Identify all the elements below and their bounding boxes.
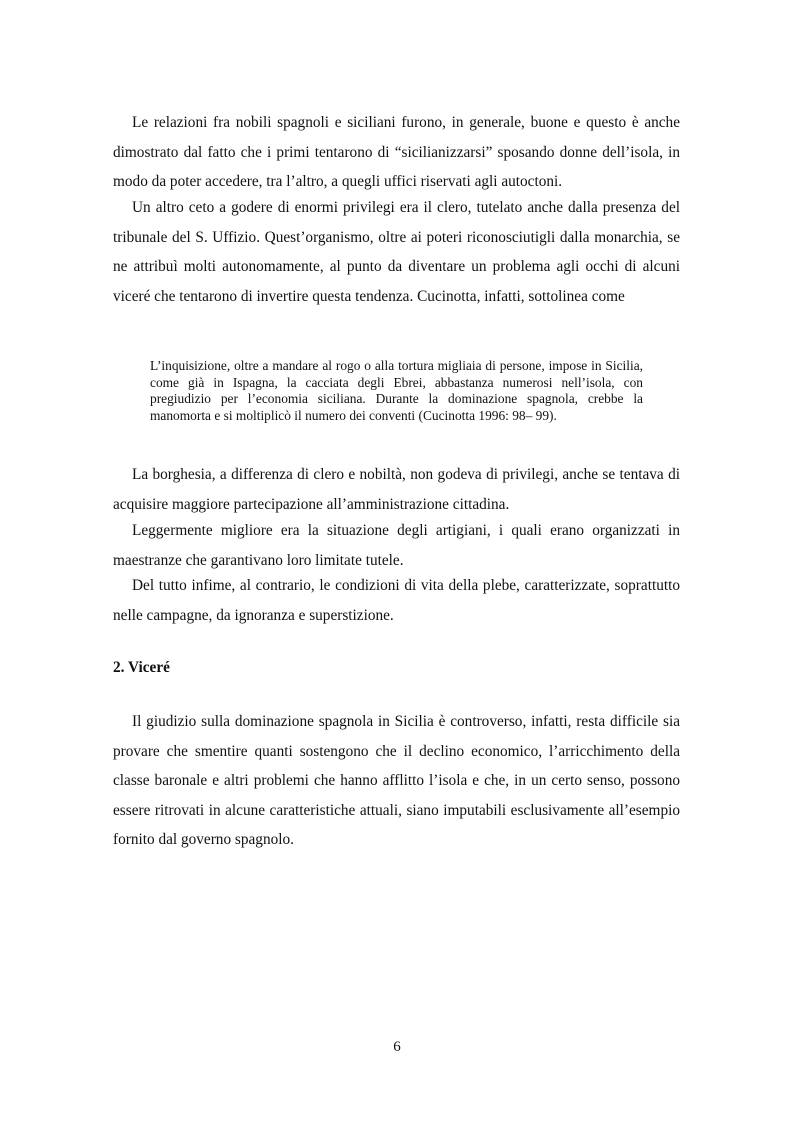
paragraph-nobles-relations: Le relazioni fra nobili spagnoli e siciliani furono, in generale, buone e questo è anche dimostrato dal fatto che i primi tentarono di “sicilianizzarsi” sposando donne dell’isola, in modo da poter accedere, tra l’altro, a quegli uffici riservati agli autoctoni. [113, 114, 680, 190]
paragraph-clergy-privileges: Un altro ceto a godere di enormi privilegi era il clero, tutelato anche dalla presenza del tribunale del S. Uffizio. Quest’organismo, oltre ai poteri riconosciutigli dalla monarchia, se ne attribuì molti autonomamente, al punto da diventare un problema agli occhi di alcuni viceré che tentarono di invertire questa tendenza. Cucinotta, infatti, sottolinea come [113, 199, 680, 305]
block-quote-inquisition: L’inquisizione, oltre a mandare al rogo o alla tortura migliaia di persone, impose in Sicilia, come già in Ispagna, la cacciata degli Ebrei, abbastanza numerosi nell’isola, con pregiudizio per l’economia siciliana. Durante la dominazione spagnola, crebbe la manomorta e si moltiplicò il numero dei conventi (Cucinotta 1996: 98– 99). [150, 358, 643, 423]
page-number: 6 [393, 1039, 401, 1055]
paragraph-plebs: Del tutto infime, al contrario, le condizioni di vita della plebe, caratterizzate, soprattutto nelle campagne, da ignoranza e superstizione. [113, 577, 680, 624]
paragraph-artisans: Leggermente migliore era la situazione degli artigiani, i quali erano organizzati in maestranze che garantivano loro limitate tutele. [113, 522, 680, 569]
paragraph-bourgeoisie: La borghesia, a differenza di clero e nobiltà, non godeva di privilegi, anche se tentava di acquisire maggiore partecipazione all’amministrazione cittadina. [113, 466, 680, 513]
section-heading: 2. Viceré [113, 659, 170, 676]
paragraph-spanish-rule-judgement: Il giudizio sulla dominazione spagnola in Sicilia è controverso, infatti, resta difficile sia provare che smentire quanti sostengono che il declino economico, l’arricchimento della classe baronale e altri problemi che hanno afflitto l’isola e che, in un certo senso, possono essere ritrovati in alcune caratteristiche attuali, siano imputabili esclusivamente all’esempio fornito dal governo spagnolo. [113, 713, 680, 848]
